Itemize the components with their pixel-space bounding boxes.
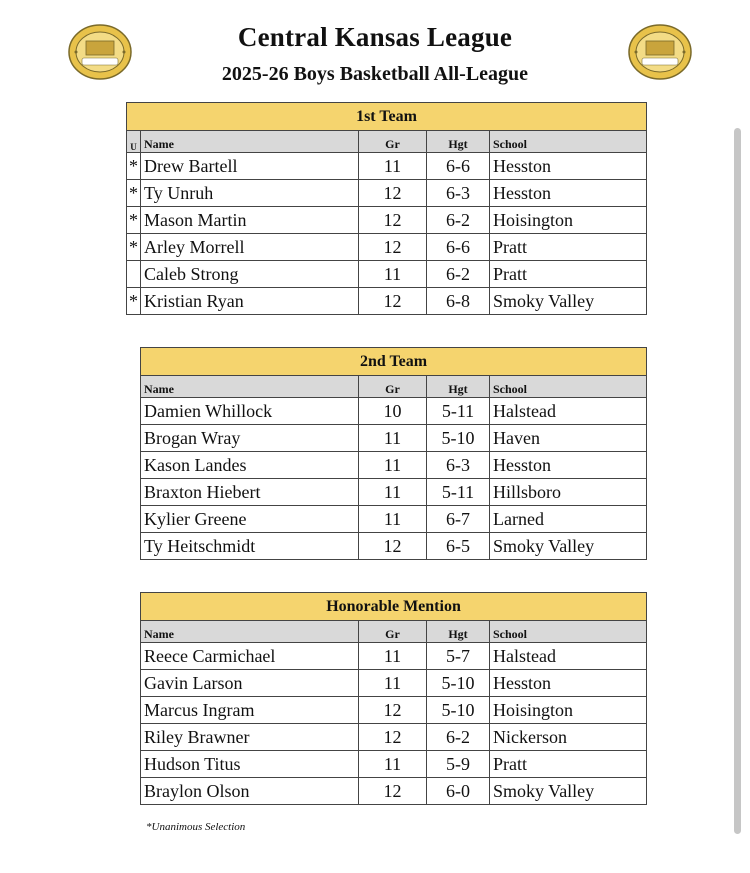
player-grade: 11 [359, 425, 427, 452]
table-row [141, 479, 647, 506]
table-row [141, 751, 647, 778]
col-header-hgt: Hgt [427, 131, 490, 153]
player-grade: 11 [359, 670, 427, 697]
player-height: 5-11 [427, 398, 490, 425]
honorable-mention-table [140, 592, 647, 805]
player-school: Halstead [490, 398, 647, 425]
player-school: Pratt [490, 234, 647, 261]
player-name: Braxton Hiebert [141, 479, 359, 506]
table-row [141, 425, 647, 452]
player-name: Arley Morrell [141, 234, 359, 261]
player-grade: 11 [359, 153, 427, 180]
table-row [141, 398, 647, 425]
league-seal-icon [628, 24, 692, 80]
player-height: 6-0 [427, 778, 490, 805]
col-header-name: Name [141, 131, 359, 153]
second-team-table [140, 347, 647, 560]
player-grade: 12 [359, 288, 427, 315]
player-height: 5-10 [427, 670, 490, 697]
page-subtitle: 2025-26 Boys Basketball All-League [221, 63, 529, 85]
table-row [141, 697, 647, 724]
col-header-hgt: Hgt [427, 621, 490, 643]
unanimous-mark: * [127, 234, 141, 261]
player-school: Hesston [490, 153, 647, 180]
player-grade: 11 [359, 643, 427, 670]
player-grade: 10 [359, 398, 427, 425]
player-school: Hesston [490, 180, 647, 207]
player-name: Ty Heitschmidt [141, 533, 359, 560]
player-name: Drew Bartell [141, 153, 359, 180]
table-row [141, 506, 647, 533]
player-school: Hesston [490, 670, 647, 697]
player-school: Haven [490, 425, 647, 452]
unanimous-mark: * [127, 207, 141, 234]
second-team-title: 2nd Team [141, 348, 647, 376]
player-height: 6-8 [427, 288, 490, 315]
player-school: Hoisington [490, 697, 647, 724]
player-height: 6-6 [427, 153, 490, 180]
player-name: Mason Martin [141, 207, 359, 234]
player-school: Hillsboro [490, 479, 647, 506]
player-name: Marcus Ingram [141, 697, 359, 724]
player-name: Braylon Olson [141, 778, 359, 805]
player-name: Caleb Strong [141, 261, 359, 288]
table-row [141, 778, 647, 805]
honorable-mention-title: Honorable Mention [141, 593, 647, 621]
table-row [127, 261, 647, 288]
col-header-name: Name [141, 621, 359, 643]
player-name: Kylier Greene [141, 506, 359, 533]
page-title: Central Kansas League [237, 22, 513, 52]
table-row [127, 207, 647, 234]
table-row [141, 533, 647, 560]
first-team-title: 1st Team [127, 103, 647, 131]
scrollbar[interactable] [734, 128, 741, 834]
col-header-hgt: Hgt [427, 376, 490, 398]
player-school: Pratt [490, 751, 647, 778]
player-height: 6-2 [427, 207, 490, 234]
player-height: 5-10 [427, 697, 490, 724]
table-row [127, 180, 647, 207]
player-grade: 12 [359, 234, 427, 261]
player-height: 6-2 [427, 261, 490, 288]
table-row [127, 288, 647, 315]
table-row [127, 234, 647, 261]
player-height: 5-9 [427, 751, 490, 778]
table-header-row [127, 131, 647, 153]
player-grade: 12 [359, 724, 427, 751]
player-name: Hudson Titus [141, 751, 359, 778]
table-row [141, 724, 647, 751]
player-grade: 12 [359, 697, 427, 724]
col-header-school: School [490, 621, 647, 643]
player-name: Ty Unruh [141, 180, 359, 207]
col-header-gr: Gr [359, 621, 427, 643]
player-grade: 11 [359, 751, 427, 778]
player-school: Smoky Valley [490, 288, 647, 315]
player-grade: 11 [359, 261, 427, 288]
player-school: Larned [490, 506, 647, 533]
player-height: 6-2 [427, 724, 490, 751]
col-header-school: School [490, 131, 647, 153]
player-height: 5-11 [427, 479, 490, 506]
table-row [141, 670, 647, 697]
player-height: 6-7 [427, 506, 490, 533]
player-name: Brogan Wray [141, 425, 359, 452]
player-grade: 12 [359, 180, 427, 207]
table-row [141, 643, 647, 670]
player-height: 6-5 [427, 533, 490, 560]
unanimous-mark: * [127, 180, 141, 207]
player-school: Nickerson [490, 724, 647, 751]
player-school: Hesston [490, 452, 647, 479]
player-grade: 12 [359, 207, 427, 234]
player-school: Smoky Valley [490, 533, 647, 560]
player-height: 6-3 [427, 180, 490, 207]
player-name: Damien Whillock [141, 398, 359, 425]
col-header-school: School [490, 376, 647, 398]
player-height: 6-6 [427, 234, 490, 261]
col-header-u: U [127, 131, 141, 153]
player-grade: 11 [359, 452, 427, 479]
table-row [141, 452, 647, 479]
player-name: Riley Brawner [141, 724, 359, 751]
unanimous-mark: * [127, 153, 141, 180]
player-height: 6-3 [427, 452, 490, 479]
player-school: Halstead [490, 643, 647, 670]
col-header-name: Name [141, 376, 359, 398]
player-name: Kristian Ryan [141, 288, 359, 315]
table-header-row [141, 621, 647, 643]
first-team-table [126, 102, 647, 315]
player-name: Gavin Larson [141, 670, 359, 697]
player-grade: 11 [359, 506, 427, 533]
player-height: 5-7 [427, 643, 490, 670]
player-height: 5-10 [427, 425, 490, 452]
unanimous-mark: * [127, 288, 141, 315]
player-grade: 12 [359, 533, 427, 560]
col-header-gr: Gr [359, 376, 427, 398]
player-grade: 12 [359, 778, 427, 805]
player-school: Smoky Valley [490, 778, 647, 805]
player-name: Reece Carmichael [141, 643, 359, 670]
col-header-gr: Gr [359, 131, 427, 153]
player-school: Hoisington [490, 207, 647, 234]
table-row [127, 153, 647, 180]
player-grade: 11 [359, 479, 427, 506]
footnote: *Unanimous Selection [146, 821, 246, 833]
player-name: Kason Landes [141, 452, 359, 479]
table-header-row [141, 376, 647, 398]
unanimous-mark [127, 261, 141, 288]
player-school: Pratt [490, 261, 647, 288]
league-seal-icon [68, 24, 132, 80]
